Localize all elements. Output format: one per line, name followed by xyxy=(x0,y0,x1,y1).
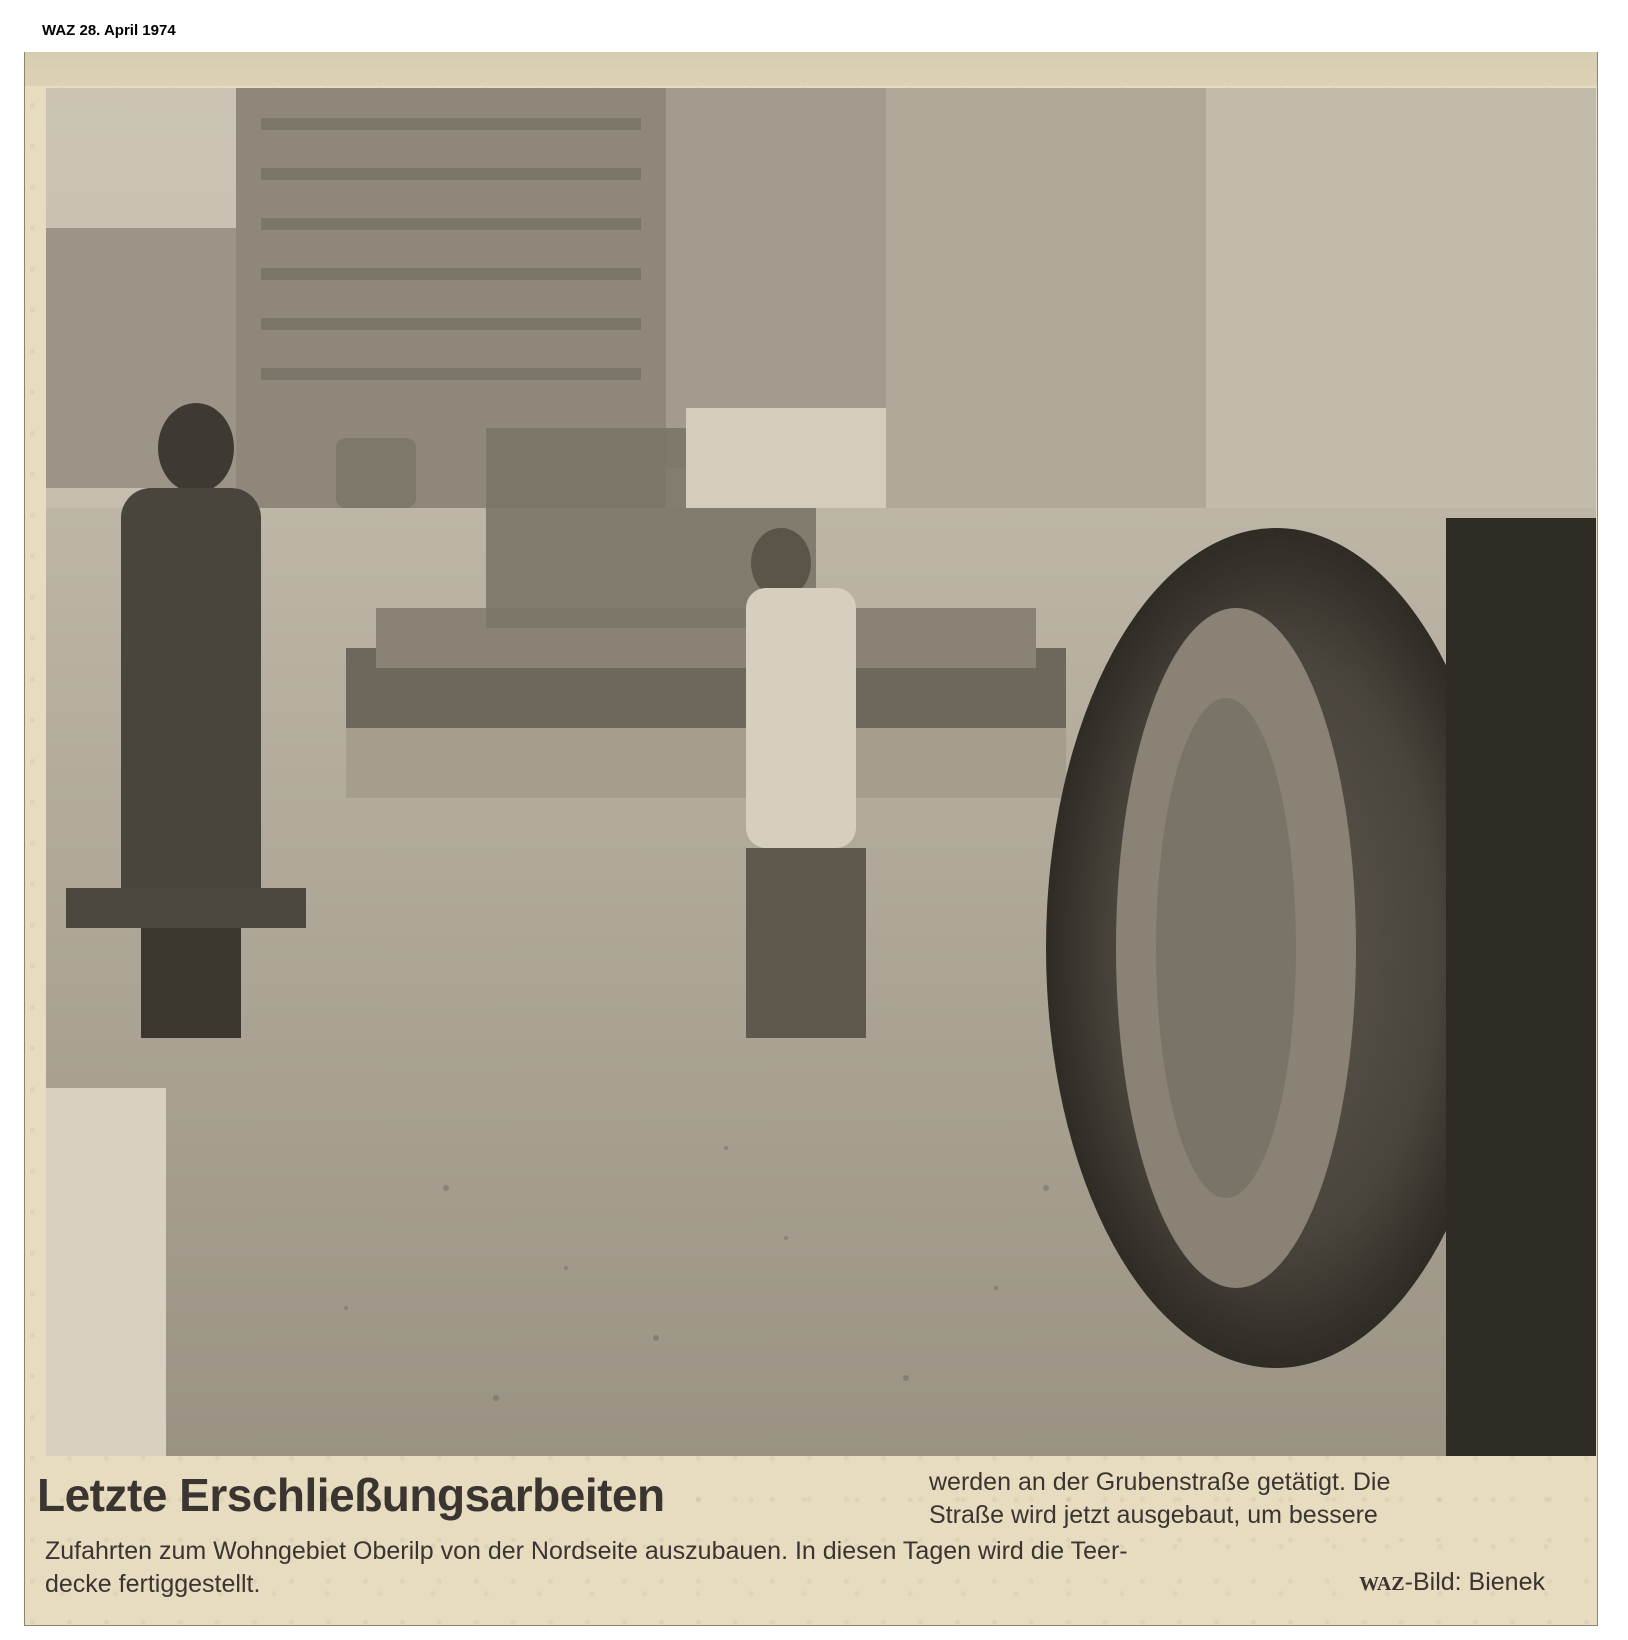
photo-credit xyxy=(1359,1568,1545,1597)
photo-caption xyxy=(25,1456,1597,1626)
clipping-top-strip xyxy=(25,52,1597,86)
caption-headline: Letzte Erschließungsarbeiten xyxy=(37,1469,665,1521)
caption-text-line-1: werden an der Grubenstraße getätigt. Die xyxy=(929,1468,1391,1496)
newspaper-clipping xyxy=(24,52,1598,1626)
caption-text-line-4: decke fertiggestellt. xyxy=(45,1570,261,1598)
news-photo-image xyxy=(46,88,1596,1456)
photo-credit-name: -Bild: Bienek xyxy=(1404,1568,1545,1596)
caption-text-line-3: Zufahrten zum Wohngebiet Oberilp von der Nordseite auszubauen. In diesen Tagen wird die Teer- xyxy=(45,1537,1128,1565)
photo-credit-publication: WAZ xyxy=(1359,1573,1405,1595)
news-photo xyxy=(46,88,1596,1456)
clipping-source-label: WAZ 28. April 1974 xyxy=(42,22,176,39)
caption-text-line-2: Straße wird jetzt ausgebaut, um bessere xyxy=(929,1501,1378,1529)
